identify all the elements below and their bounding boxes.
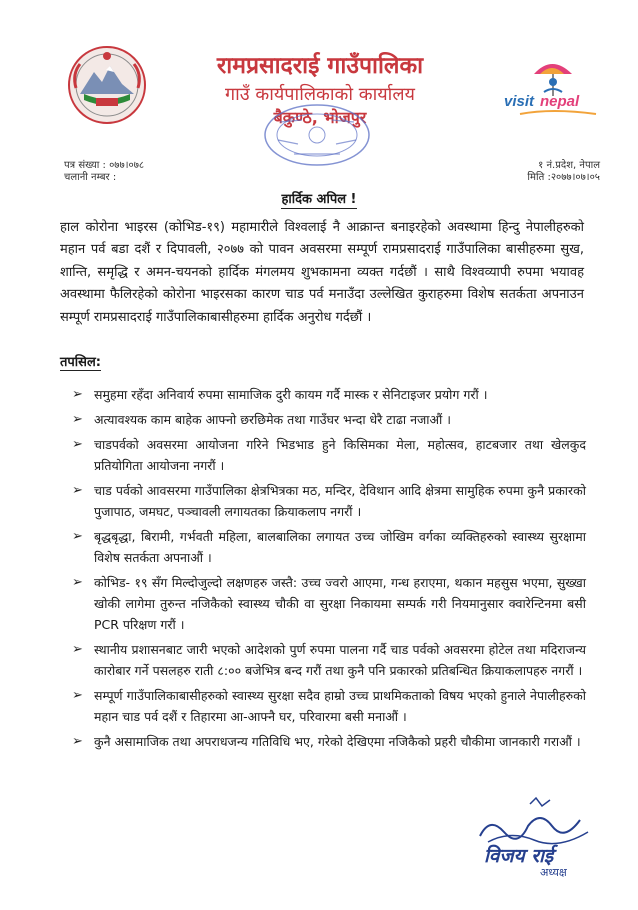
nepal-emblem-icon [66,44,148,126]
arrow-bullet-icon: ➢ [72,387,83,402]
visit-nepal-logo-icon [500,56,604,120]
office-name: गाउँ कार्यपालिकाको कार्यालय [225,84,415,105]
reference-number: पत्र संख्या : ०७७।०७८ [64,160,145,171]
details-title-text: तपसिल: [60,355,101,370]
org-name: रामप्रसादराई गाउँपालिका [216,53,424,79]
arrow-bullet-icon: ➢ [72,734,83,749]
list-item [72,731,586,752]
list-item [72,572,586,635]
list-item-text: अत्यावश्यक काम बाहेक आफ्नो छरछिमेक तथा गाउँघर भन्दा धेरै टाढा नजाऔं । [94,412,452,427]
list-item-text: समुहमा रहँदा अनिवार्य रुपमा सामाजिक दुरी कायम गर्दै मास्क र सेनिटाइजर प्रयोग गरौं । [94,387,488,402]
list-item [72,526,586,568]
letter-heading-text: हार्दिक अपिल ! [281,192,357,207]
arrow-bullet-icon: ➢ [72,529,83,544]
list-item [72,434,586,476]
list-item-text: कोभिड- १९ सँग मिल्दोजुल्दो लक्षणहरु जस्तै: उच्च ज्वरो आएमा, गन्ध हराएमा, थकान महसुस भएमा, सुख्खा खोकी लागेमा तुरुन्त नजिकैको स्वास्थ्य चौकी वा सुरक्षा निकायमा सम्पर्क गरी नियमानुसार क्वारेन्टिनमा बसी PCR परिक्षण गरौं । [94,575,586,632]
guideline-list [72,384,586,756]
signatory-title: अध्यक्ष [540,866,567,879]
arrow-bullet-icon: ➢ [72,688,83,703]
letter-date: मिति :२०७७।०७।०५ [527,172,600,183]
svg-text:nepal: nepal [540,93,580,110]
list-item-text: बृद्धबृद्धा, बिरामी, गर्भवती महिला, बालबालिका लगायत उच्च जोखिम वर्गका व्यक्तिहरुको स्वास्थ्य सुरक्षामा विशेष सतर्कता अपनाऔं । [94,529,586,565]
letter-heading [0,189,638,207]
list-item-text: सम्पूर्ण गाउँपालिकाबासीहरुको स्वास्थ्य सुरक्षा सदैव हाम्रो उच्च प्राथमिकताको विषय भएको हुनाले नेपालीहरुको महान चाड पर्व दशैं र तिहारमा आ-आफ्नै घर, परिवारमा बसी मनाऔं । [94,688,586,724]
intro-paragraph: हाल कोरोना भाइरस (कोभिड-१९) महामारीले विश्वलाई नै आक्रान्त बनाइरहेको अवस्थामा हिन्दु नेपालीहरुको महान पर्व बडा दशैं र दिपावली, २०७७ को पावन अवसरमा सम्पूर्ण रामप्रसादराई गाउँपालिका बासीहरुमा सुख, शान्ति, समृद्धि र अमन-चयनको हार्दिक मंगलमय शुभकामना व्यक्त गर्दछौं । साथै विश्वव्यापी रुपमा भयावह अवस्थामा फैलिरहेको कोरोना भाइरसका कारण चाड पर्व मनाउँदा उल्लेखित कुराहरुमा विशेष सतर्कता अपनाउन सम्पूर्ण रामप्रसादराई गाउँपालिकाबासीहरुमा हार्दिक अनुरोध गर्दछौं । [60,220,584,325]
list-item [72,384,586,405]
list-item [72,639,586,681]
list-item [72,409,586,430]
list-item-text: कुनै असामाजिक तथा अपराधजन्य गतिविधि भए, गरेको देखिएमा नजिकैको प्रहरी चौकीमा जानकारी गराऔं । [94,734,581,749]
list-item-text: चाड पर्वको आवसरमा गाउँपालिका क्षेत्रभित्रका मठ, मन्दिर, देविथान आदि क्षेत्रमा सामुहिक रुपमा कुनै प्रकारको पुजापाठ, जमघट, पञ्चावली लगायतका क्रियाकलाप नगरौं । [94,483,586,519]
arrow-bullet-icon: ➢ [72,483,83,498]
office-address: बैकुण्ठे, भोजपुर [273,108,367,127]
office-stamp-icon [258,100,376,170]
list-item-text: स्थानीय प्रशासनबाट जारी भएको आदेशको पुर्ण रुपमा पालना गर्दै चाड पर्वको अवसरमा होटेल तथा मदिराजन्य कारोबार गर्ने पसलहरु राती ८:०० बजेभित्र बन्द गरौं तथा कुनै पनि प्रकारको प्रतिबन्धित क्रियाकलापहरु नगरौं । [94,642,586,678]
svg-text:visit: visit [504,93,535,110]
dispatch-number: चलानी नम्बर : [64,172,117,183]
list-item [72,685,586,727]
list-item [72,480,586,522]
arrow-bullet-icon: ➢ [72,412,83,427]
province-line: १ नं.प्रदेश, नेपाल [538,160,600,171]
arrow-bullet-icon: ➢ [72,575,83,590]
signatory-name: विजय राई [484,845,554,867]
details-title [60,352,101,370]
list-item-text: चाडपर्वको अवसरमा आयोजना गरिने भिडभाड हुने किसिमका मेला, महोत्सव, हाटबजार तथा खेलकुद प्रतियोगिता आयोजना नगरौं । [94,437,586,473]
arrow-bullet-icon: ➢ [72,642,83,657]
arrow-bullet-icon: ➢ [72,437,83,452]
